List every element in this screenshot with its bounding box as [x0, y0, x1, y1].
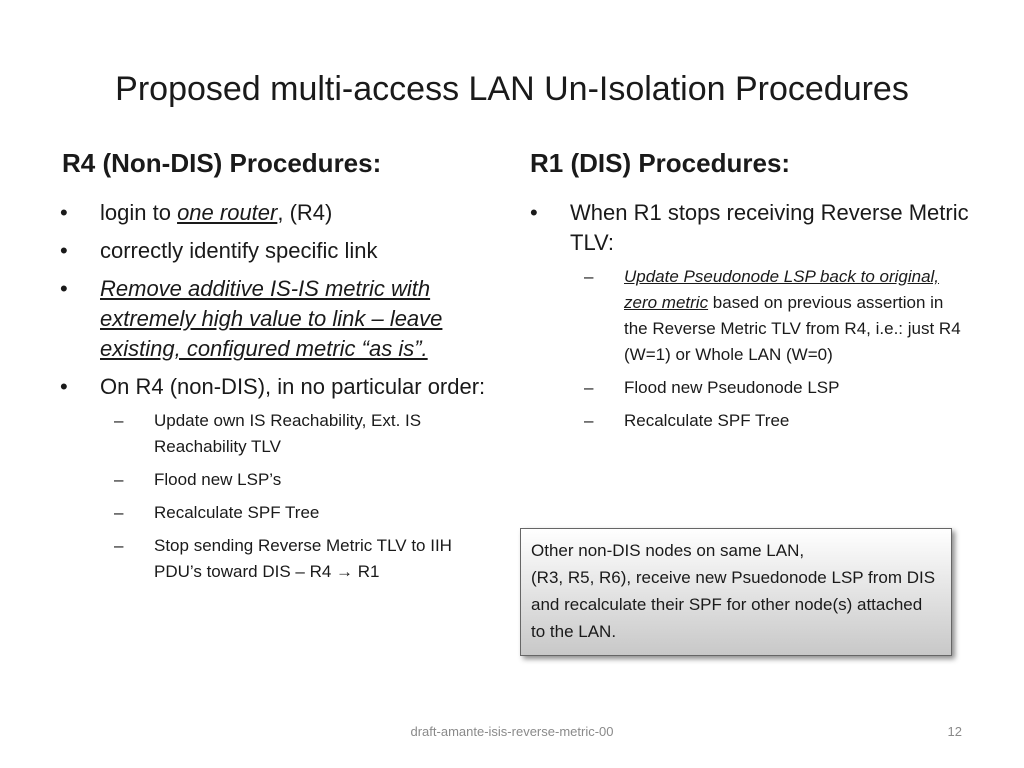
text-segment: Stop sending Reverse Metric TLV to IIH PDU’s toward DIS – R4	[154, 536, 452, 581]
text-segment: login to	[100, 200, 178, 225]
text-segment: :	[607, 230, 615, 255]
dash-icon: –	[114, 536, 124, 555]
sub-list-item	[110, 533, 490, 585]
list-item	[60, 372, 490, 585]
bullet-icon: •	[530, 200, 538, 225]
sub-list-item-text: Flood new Pseudonode LSP	[624, 378, 840, 397]
sub-list	[100, 408, 490, 585]
list-item	[60, 198, 490, 228]
emphasis-text: Remove additive IS-IS metric with extremely high value to link – leave existing, configured metric “as is”.	[100, 276, 443, 361]
text-segment: , (R4)	[277, 200, 333, 225]
text-segment: based on previous assertion in the Reverse Metric TLV from R4, i.e.: just R4 (W=1) or Whole LAN (W=0)	[624, 293, 961, 364]
callout-note-box	[520, 528, 952, 656]
left-column-list	[60, 198, 490, 593]
dash-icon: –	[584, 378, 594, 397]
list-item	[530, 198, 970, 434]
right-column-heading: R1 (DIS) Procedures:	[530, 148, 791, 178]
sub-list-item	[110, 408, 490, 460]
emphasis-text: one router	[177, 200, 278, 225]
bullet-icon: •	[60, 374, 68, 399]
list-item-text: On R4 (non-DIS), in no particular order:	[100, 374, 486, 399]
sub-list-item	[580, 264, 970, 368]
left-column-heading: R4 (Non-DIS) Procedures:	[62, 148, 382, 178]
sub-list-item-text: Recalculate SPF Tree	[624, 411, 790, 430]
list-item-text: When R1 stops receiving Reverse Metric TLV	[570, 200, 969, 255]
bullet-icon: •	[60, 276, 68, 301]
slide-title: Proposed multi-access LAN Un-Isolation Procedures	[115, 70, 909, 108]
sub-list-item-text: Flood new LSP’s	[154, 470, 282, 489]
dash-icon: –	[114, 503, 124, 522]
sub-list-item	[110, 467, 490, 493]
dash-icon: –	[584, 411, 594, 430]
sub-list-item	[580, 375, 970, 401]
list-item	[60, 236, 490, 266]
sub-list-item-text: Update own IS Reachability, Ext. IS Reachability TLV	[154, 411, 422, 456]
note-line: Other non-DIS nodes on same LAN,	[531, 541, 805, 560]
sub-list-item	[110, 500, 490, 526]
dash-icon: –	[584, 267, 594, 286]
list-item-text: correctly identify specific link	[100, 238, 378, 263]
list-item	[60, 274, 490, 364]
arrow-right-icon: →	[336, 562, 354, 581]
note-line: (R3, R5, R6), receive new Psuedonode LSP from DIS and recalculate their SPF for other node(s) attached to the LAN.	[531, 568, 936, 641]
sub-list-item-text: Recalculate SPF Tree	[154, 503, 320, 522]
emphasis-text: Update Pseudonode LSP back to original, zero metric	[624, 267, 940, 312]
sub-list-item	[580, 408, 970, 434]
right-column-list	[530, 198, 970, 442]
dash-icon: –	[114, 470, 124, 489]
text-segment: R1	[353, 562, 380, 581]
dash-icon: –	[114, 411, 124, 430]
sub-list	[570, 264, 970, 434]
slide-number: 12	[947, 724, 962, 739]
footer-document-name: draft-amante-isis-reverse-metric-00	[410, 724, 614, 739]
bullet-icon: •	[60, 238, 68, 263]
bullet-icon: •	[60, 200, 68, 225]
